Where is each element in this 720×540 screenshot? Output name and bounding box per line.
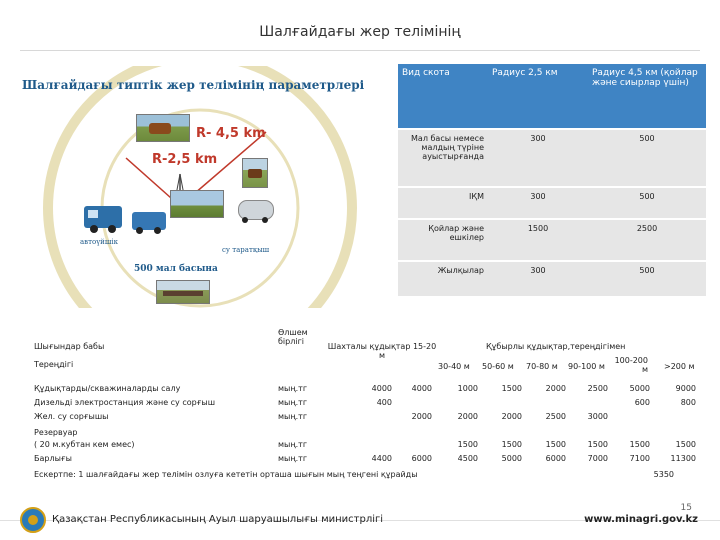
col-header-shaft-wells: Шахталы құдықтар 15-20 м: [327, 342, 437, 360]
tube-value: 4500: [457, 454, 478, 463]
van-icon: [132, 212, 166, 230]
tube-value: 5000: [629, 384, 650, 393]
depth-header: 50-60 м: [482, 362, 514, 371]
shaft-value: 4400: [371, 454, 392, 463]
shaft-value: 2000: [411, 412, 432, 421]
trailer-icon: [84, 206, 122, 228]
website-link[interactable]: www.minagri.gov.kz: [584, 514, 698, 525]
header-radius-25: Радиус 2,5 км: [488, 64, 588, 128]
table-note: Ескертпе: 1 шалғайдағы жер телімін озлуға кететін орташа шығын мың теңгені құрайды: [34, 470, 418, 479]
depth-label: Тереңдігі: [34, 360, 74, 369]
tube-value: 1000: [457, 384, 478, 393]
row-name: Резервуар: [34, 428, 78, 437]
tube-value: 6000: [545, 454, 566, 463]
row-label: ІҚМ: [398, 188, 488, 218]
row-value-25: 300: [488, 130, 588, 186]
diagram-title: Шалғайдағы типтік жер телімінің параметрлері: [22, 78, 365, 92]
tube-value: 7000: [587, 454, 608, 463]
row-value-25: 300: [488, 188, 588, 218]
tube-value: 1500: [587, 440, 608, 449]
col-header-unit: Өлшем бірлігі: [278, 328, 308, 346]
row-name: Дизельді электростанция және су сорғыш: [34, 398, 216, 407]
title-divider: [20, 50, 700, 51]
tube-value: 2500: [545, 412, 566, 421]
field-photo: [170, 190, 224, 218]
tube-value: 1500: [629, 440, 650, 449]
depth-header: 100-200 м: [614, 356, 648, 374]
row-unit: мың.тг: [278, 412, 308, 421]
radius-table: [398, 62, 706, 298]
tube-value: 600: [634, 398, 650, 407]
table-row: [398, 130, 706, 186]
tube-value: 2500: [587, 384, 608, 393]
page-title: Шалғайдағы жер телімінің: [259, 24, 461, 40]
header-livestock: Вид скота: [398, 64, 488, 128]
row-label: Мал басы немесе малдың түріне ауыстырғанда: [398, 130, 488, 186]
tube-value: 800: [680, 398, 696, 407]
row-value-25: 1500: [488, 220, 588, 260]
herd-photo: [156, 280, 210, 304]
radius-inner-label: R-2,5 km: [152, 152, 218, 167]
herd-size-label: 500 мал басына: [134, 264, 218, 274]
water-distributor-label: су таратқыш: [222, 246, 270, 254]
depth-header: >200 м: [664, 362, 695, 371]
col-header-item: Шығындар бабы: [34, 342, 105, 351]
header-radius-45: Радиус 4,5 км (қойлар және сиырлар үшін): [588, 64, 706, 128]
row-name: Барлығы: [34, 454, 72, 463]
tube-value: 7100: [629, 454, 650, 463]
tube-value: 2000: [545, 384, 566, 393]
row-value-25: 300: [488, 262, 588, 296]
row-value-45: 2500: [588, 220, 706, 260]
tube-value: 11300: [670, 454, 696, 463]
table-row: [398, 188, 706, 218]
depth-header: 90-100 м: [568, 362, 605, 371]
row-value-45: 500: [588, 130, 706, 186]
table-row: [398, 262, 706, 296]
tube-value: 1500: [501, 440, 522, 449]
depth-header: 30-40 м: [438, 362, 470, 371]
tube-value: 2000: [457, 412, 478, 421]
shaft-value: 400: [376, 398, 392, 407]
shaft-value: 4000: [411, 384, 432, 393]
depth-header: 70-80 м: [526, 362, 558, 371]
radius-outer-label: R- 4,5 km: [196, 126, 266, 141]
shaft-value: 4000: [371, 384, 392, 393]
horse-photo: [242, 158, 268, 188]
ministry-name: Қазақстан Республикасының Ауыл шаруашылығы министрлігі: [52, 514, 384, 525]
tube-value: 2000: [501, 412, 522, 421]
tube-value: 1500: [545, 440, 566, 449]
tube-value: 1500: [457, 440, 478, 449]
row-name: Құдықтарды/скважиналарды салу: [34, 384, 181, 393]
row-unit: мың.тг: [278, 454, 308, 463]
tube-value: 5000: [501, 454, 522, 463]
row-name: Жел. су сорғышы: [34, 412, 109, 421]
row-value-45: 500: [588, 262, 706, 296]
row-label: Қойлар және ешкілер: [398, 220, 488, 260]
row-label: Жылқылар: [398, 262, 488, 296]
col-header-tube-wells: Құбырлы құдықтар,тереңдігімен: [486, 342, 626, 351]
water-tank-icon: [234, 200, 276, 224]
autohouse-label: автоүйшік: [80, 238, 118, 246]
tube-value: 3000: [587, 412, 608, 421]
table-note-value: 5350: [653, 470, 674, 479]
state-emblem-icon: [20, 506, 46, 534]
row-unit: мың.тг: [278, 440, 308, 449]
radius-table-header: [398, 64, 706, 128]
row-name: ( 20 м.кубтан кем емес): [34, 440, 135, 449]
tube-value: 1500: [675, 440, 696, 449]
table-row: [398, 220, 706, 260]
row-value-45: 500: [588, 188, 706, 218]
cattle-photo: [136, 114, 190, 142]
tube-value: 9000: [675, 384, 696, 393]
row-unit: мың.тг: [278, 384, 308, 393]
shaft-value: 6000: [411, 454, 432, 463]
page-number: 15: [680, 503, 692, 513]
tube-value: 1500: [501, 384, 522, 393]
row-unit: мың.тг: [278, 398, 308, 407]
